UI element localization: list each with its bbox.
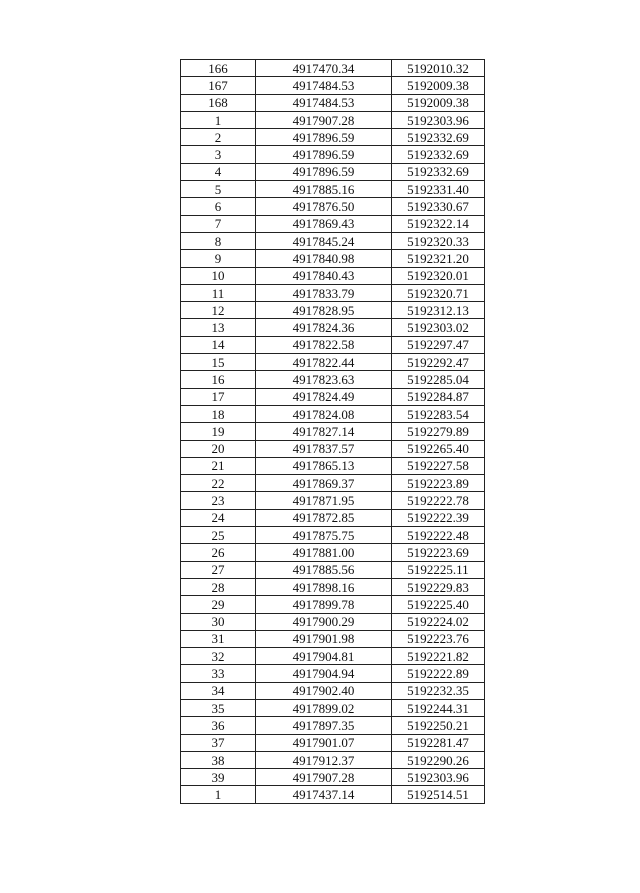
x-coordinate-cell: 4917824.08 bbox=[256, 405, 392, 422]
y-coordinate-cell: 5192320.01 bbox=[392, 267, 485, 284]
table-row bbox=[181, 94, 485, 111]
table-row bbox=[181, 250, 485, 267]
y-coordinate-cell: 5192297.47 bbox=[392, 336, 485, 353]
y-coordinate-cell: 5192222.48 bbox=[392, 527, 485, 544]
y-coordinate-cell: 5192284.87 bbox=[392, 388, 485, 405]
y-coordinate-cell: 5192232.35 bbox=[392, 682, 485, 699]
x-coordinate-cell: 4917824.36 bbox=[256, 319, 392, 336]
x-coordinate-cell: 4917437.14 bbox=[256, 786, 392, 803]
x-coordinate-cell: 4917871.95 bbox=[256, 492, 392, 509]
y-coordinate-cell: 5192221.82 bbox=[392, 648, 485, 665]
y-coordinate-cell: 5192224.02 bbox=[392, 613, 485, 630]
table-row bbox=[181, 302, 485, 319]
point-number-cell: 24 bbox=[181, 509, 256, 526]
table-row bbox=[181, 198, 485, 215]
y-coordinate-cell: 5192303.02 bbox=[392, 319, 485, 336]
y-coordinate-cell: 5192281.47 bbox=[392, 734, 485, 751]
point-number-cell: 39 bbox=[181, 769, 256, 786]
point-number-cell: 26 bbox=[181, 544, 256, 561]
y-coordinate-cell: 5192330.67 bbox=[392, 198, 485, 215]
table-row bbox=[181, 492, 485, 509]
point-number-cell: 10 bbox=[181, 267, 256, 284]
x-coordinate-cell: 4917865.13 bbox=[256, 457, 392, 474]
x-coordinate-cell: 4917470.34 bbox=[256, 60, 392, 77]
table-row bbox=[181, 354, 485, 371]
point-number-cell: 30 bbox=[181, 613, 256, 630]
table-row bbox=[181, 215, 485, 232]
point-number-cell: 7 bbox=[181, 215, 256, 232]
x-coordinate-cell: 4917912.37 bbox=[256, 751, 392, 768]
y-coordinate-cell: 5192290.26 bbox=[392, 751, 485, 768]
x-coordinate-cell: 4917869.43 bbox=[256, 215, 392, 232]
x-coordinate-cell: 4917899.78 bbox=[256, 596, 392, 613]
y-coordinate-cell: 5192283.54 bbox=[392, 405, 485, 422]
y-coordinate-cell: 5192229.83 bbox=[392, 578, 485, 595]
y-coordinate-cell: 5192292.47 bbox=[392, 354, 485, 371]
x-coordinate-cell: 4917876.50 bbox=[256, 198, 392, 215]
x-coordinate-cell: 4917840.43 bbox=[256, 267, 392, 284]
y-coordinate-cell: 5192332.69 bbox=[392, 163, 485, 180]
table-row bbox=[181, 111, 485, 128]
table-row bbox=[181, 527, 485, 544]
y-coordinate-cell: 5192303.96 bbox=[392, 111, 485, 128]
y-coordinate-cell: 5192009.38 bbox=[392, 94, 485, 111]
x-coordinate-cell: 4917907.28 bbox=[256, 111, 392, 128]
table-row bbox=[181, 405, 485, 422]
table-row bbox=[181, 613, 485, 630]
x-coordinate-cell: 4917885.16 bbox=[256, 181, 392, 198]
y-coordinate-cell: 5192225.40 bbox=[392, 596, 485, 613]
table-row bbox=[181, 181, 485, 198]
x-coordinate-cell: 4917484.53 bbox=[256, 94, 392, 111]
point-number-cell: 2 bbox=[181, 129, 256, 146]
point-number-cell: 1 bbox=[181, 786, 256, 803]
table-row bbox=[181, 267, 485, 284]
table-row bbox=[181, 578, 485, 595]
x-coordinate-cell: 4917822.58 bbox=[256, 336, 392, 353]
y-coordinate-cell: 5192332.69 bbox=[392, 129, 485, 146]
x-coordinate-cell: 4917827.14 bbox=[256, 423, 392, 440]
point-number-cell: 23 bbox=[181, 492, 256, 509]
x-coordinate-cell: 4917896.59 bbox=[256, 146, 392, 163]
table-row bbox=[181, 336, 485, 353]
point-number-cell: 20 bbox=[181, 440, 256, 457]
y-coordinate-cell: 5192285.04 bbox=[392, 371, 485, 388]
x-coordinate-cell: 4917845.24 bbox=[256, 232, 392, 249]
y-coordinate-cell: 5192279.89 bbox=[392, 423, 485, 440]
x-coordinate-cell: 4917823.63 bbox=[256, 371, 392, 388]
y-coordinate-cell: 5192223.89 bbox=[392, 475, 485, 492]
x-coordinate-cell: 4917840.98 bbox=[256, 250, 392, 267]
point-number-cell: 3 bbox=[181, 146, 256, 163]
table-row bbox=[181, 232, 485, 249]
x-coordinate-cell: 4917901.98 bbox=[256, 630, 392, 647]
x-coordinate-cell: 4917837.57 bbox=[256, 440, 392, 457]
table-row bbox=[181, 475, 485, 492]
y-coordinate-cell: 5192227.58 bbox=[392, 457, 485, 474]
y-coordinate-cell: 5192222.89 bbox=[392, 665, 485, 682]
point-number-cell: 12 bbox=[181, 302, 256, 319]
point-number-cell: 167 bbox=[181, 77, 256, 94]
table-row bbox=[181, 596, 485, 613]
x-coordinate-cell: 4917904.94 bbox=[256, 665, 392, 682]
y-coordinate-cell: 5192322.14 bbox=[392, 215, 485, 232]
table-row bbox=[181, 786, 485, 803]
x-coordinate-cell: 4917896.59 bbox=[256, 129, 392, 146]
table-row bbox=[181, 734, 485, 751]
table-row bbox=[181, 665, 485, 682]
point-number-cell: 36 bbox=[181, 717, 256, 734]
y-coordinate-cell: 5192223.76 bbox=[392, 630, 485, 647]
x-coordinate-cell: 4917869.37 bbox=[256, 475, 392, 492]
x-coordinate-cell: 4917902.40 bbox=[256, 682, 392, 699]
x-coordinate-cell: 4917872.85 bbox=[256, 509, 392, 526]
table-row bbox=[181, 146, 485, 163]
y-coordinate-cell: 5192222.39 bbox=[392, 509, 485, 526]
x-coordinate-cell: 4917899.02 bbox=[256, 699, 392, 716]
point-number-cell: 19 bbox=[181, 423, 256, 440]
table-row bbox=[181, 509, 485, 526]
y-coordinate-cell: 5192244.31 bbox=[392, 699, 485, 716]
point-number-cell: 11 bbox=[181, 284, 256, 301]
y-coordinate-cell: 5192332.69 bbox=[392, 146, 485, 163]
table-row bbox=[181, 129, 485, 146]
coordinates-table-body bbox=[181, 60, 485, 804]
table-row bbox=[181, 423, 485, 440]
x-coordinate-cell: 4917875.75 bbox=[256, 527, 392, 544]
point-number-cell: 29 bbox=[181, 596, 256, 613]
y-coordinate-cell: 5192303.96 bbox=[392, 769, 485, 786]
point-number-cell: 38 bbox=[181, 751, 256, 768]
y-coordinate-cell: 5192223.69 bbox=[392, 544, 485, 561]
point-number-cell: 8 bbox=[181, 232, 256, 249]
point-number-cell: 37 bbox=[181, 734, 256, 751]
point-number-cell: 15 bbox=[181, 354, 256, 371]
y-coordinate-cell: 5192331.40 bbox=[392, 181, 485, 198]
y-coordinate-cell: 5192321.20 bbox=[392, 250, 485, 267]
y-coordinate-cell: 5192010.32 bbox=[392, 60, 485, 77]
x-coordinate-cell: 4917885.56 bbox=[256, 561, 392, 578]
point-number-cell: 166 bbox=[181, 60, 256, 77]
point-number-cell: 35 bbox=[181, 699, 256, 716]
table-row bbox=[181, 751, 485, 768]
point-number-cell: 16 bbox=[181, 371, 256, 388]
point-number-cell: 34 bbox=[181, 682, 256, 699]
point-number-cell: 168 bbox=[181, 94, 256, 111]
point-number-cell: 13 bbox=[181, 319, 256, 336]
point-number-cell: 22 bbox=[181, 475, 256, 492]
point-number-cell: 4 bbox=[181, 163, 256, 180]
x-coordinate-cell: 4917898.16 bbox=[256, 578, 392, 595]
y-coordinate-cell: 5192320.71 bbox=[392, 284, 485, 301]
table-row bbox=[181, 163, 485, 180]
table-row bbox=[181, 561, 485, 578]
x-coordinate-cell: 4917484.53 bbox=[256, 77, 392, 94]
point-number-cell: 28 bbox=[181, 578, 256, 595]
point-number-cell: 6 bbox=[181, 198, 256, 215]
point-number-cell: 33 bbox=[181, 665, 256, 682]
y-coordinate-cell: 5192514.51 bbox=[392, 786, 485, 803]
table-row bbox=[181, 457, 485, 474]
point-number-cell: 31 bbox=[181, 630, 256, 647]
y-coordinate-cell: 5192312.13 bbox=[392, 302, 485, 319]
point-number-cell: 5 bbox=[181, 181, 256, 198]
point-number-cell: 32 bbox=[181, 648, 256, 665]
table-row bbox=[181, 440, 485, 457]
point-number-cell: 1 bbox=[181, 111, 256, 128]
y-coordinate-cell: 5192009.38 bbox=[392, 77, 485, 94]
x-coordinate-cell: 4917900.29 bbox=[256, 613, 392, 630]
table-row bbox=[181, 60, 485, 77]
table-row bbox=[181, 682, 485, 699]
table-row bbox=[181, 630, 485, 647]
x-coordinate-cell: 4917833.79 bbox=[256, 284, 392, 301]
y-coordinate-cell: 5192225.11 bbox=[392, 561, 485, 578]
point-number-cell: 21 bbox=[181, 457, 256, 474]
point-number-cell: 17 bbox=[181, 388, 256, 405]
x-coordinate-cell: 4917897.35 bbox=[256, 717, 392, 734]
coordinates-table bbox=[180, 59, 485, 804]
x-coordinate-cell: 4917896.59 bbox=[256, 163, 392, 180]
point-number-cell: 27 bbox=[181, 561, 256, 578]
y-coordinate-cell: 5192320.33 bbox=[392, 232, 485, 249]
point-number-cell: 18 bbox=[181, 405, 256, 422]
x-coordinate-cell: 4917828.95 bbox=[256, 302, 392, 319]
table-row bbox=[181, 544, 485, 561]
x-coordinate-cell: 4917907.28 bbox=[256, 769, 392, 786]
y-coordinate-cell: 5192265.40 bbox=[392, 440, 485, 457]
y-coordinate-cell: 5192222.78 bbox=[392, 492, 485, 509]
table-row bbox=[181, 284, 485, 301]
point-number-cell: 14 bbox=[181, 336, 256, 353]
x-coordinate-cell: 4917824.49 bbox=[256, 388, 392, 405]
table-row bbox=[181, 319, 485, 336]
x-coordinate-cell: 4917901.07 bbox=[256, 734, 392, 751]
point-number-cell: 9 bbox=[181, 250, 256, 267]
table-row bbox=[181, 388, 485, 405]
table-row bbox=[181, 717, 485, 734]
x-coordinate-cell: 4917881.00 bbox=[256, 544, 392, 561]
table-row bbox=[181, 371, 485, 388]
table-row bbox=[181, 77, 485, 94]
table-row bbox=[181, 769, 485, 786]
x-coordinate-cell: 4917904.81 bbox=[256, 648, 392, 665]
y-coordinate-cell: 5192250.21 bbox=[392, 717, 485, 734]
table-row bbox=[181, 648, 485, 665]
x-coordinate-cell: 4917822.44 bbox=[256, 354, 392, 371]
table-row bbox=[181, 699, 485, 716]
point-number-cell: 25 bbox=[181, 527, 256, 544]
